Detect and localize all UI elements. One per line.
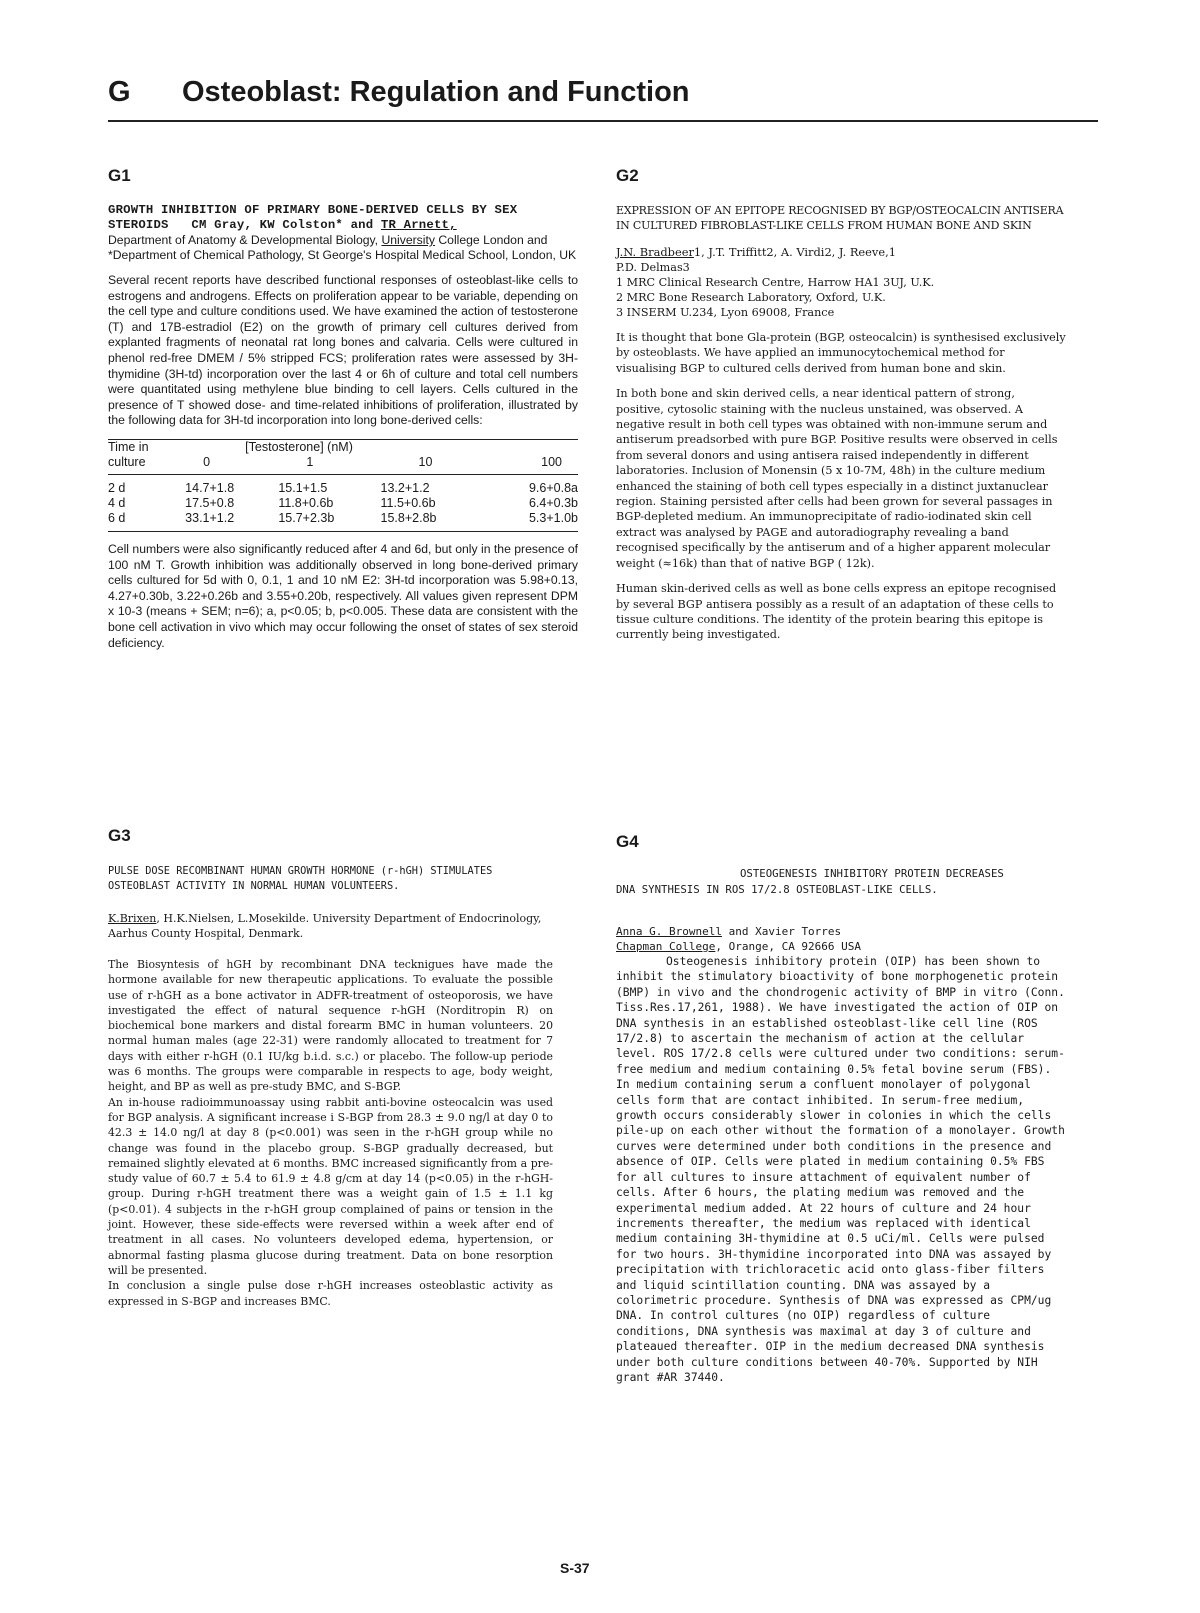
abstract-paragraph: Cell numbers were also significantly reduced after 4 and 6d, but only in the presence of 100 nM T. Growth inhibition was additionally observed in long bone-derived primary cells cultured for 5d with 0, 0.1, 1 and 10 nM E2: 3H-td incorporation was 5.98+0.13, 4.27+0.30b, 3.22+0.26b and 3.55+0.20b, respectively. All values given represent DPM x 10-3 (means + SEM; n=6); a, p<0.05; b, p<0.005. These data are consistent with the bone cell activation in vivo which may occur following the onset of states of sex steroid deficiency.: [108, 541, 578, 650]
abstract-id: G2: [616, 166, 639, 185]
abstract-id: G4: [616, 832, 639, 851]
affiliation: 2 MRC Bone Research Laboratory, Oxford, U.K.: [616, 291, 886, 304]
abstract-paragraph: An in-house radioimmunoassay using rabbit anti-bovine osteocalcin was used for BGP analysis. A significant increase i S-BGP from 28.3 ± 9.0 ng/l at day 0 to 42.3 ± 14.0 ng/l at day 8 (p<0.001) was seen in the r-hGH group while no change was found in the placebo group. S-BGP gradually decreased, but remained slightly elevated at 6 months. BMC increased significantly from a pre-study value of 60.7 ± 5.4 to 61.9 ± 4.8 g/cm at day 14 (p<0.05) in the r-hGH-group. During r-hGH treatment there was a weight gain of 1.5 ± 1.1 kg (p<0.01). 4 subjects in the r-hGH group complained of pains or tension in the joint. However, these side-effects were reversed within a week after end of treatment in all cases. No volunteers developed edema, hypertension, or abnormal fasting plasma glucose during treatment. Data on bone resorption will be presented.: [108, 1095, 553, 1277]
section-title: Osteoblast: Regulation and Function: [182, 76, 690, 108]
abstract-g3: [108, 826, 553, 1309]
authors-line2: P.D. Delmas3: [616, 261, 690, 274]
abstract-paragraph: In conclusion a single pulse dose r-hGH increases osteoblastic activity as expressed in S-BGP and increases BMC.: [108, 1279, 553, 1308]
table-row: 6 d 33.1+1.2 15.7+2.3b 15.8+2.8b 5.3+1.0b: [108, 511, 578, 526]
abstract-id: G1: [108, 166, 131, 185]
table-header-cell: [Testosterone] (nM): [245, 440, 353, 455]
table-row: 2 d 14.7+1.8 15.1+1.5 13.2+1.2 9.6+0.8a: [108, 481, 578, 496]
abstract-title: EXPRESSION OF AN EPITOPE RECOGNISED BY BGP/OSTEOCALCIN ANTISERA IN CULTURED FIBROBLAST-LIKE CELLS FROM HUMAN BONE AND SKIN: [616, 204, 1064, 232]
table-header-cell: Time in: [108, 440, 149, 455]
table-row: 4 d 17.5+0.8 11.8+0.6b 11.5+0.6b 6.4+0.3b: [108, 496, 578, 511]
table-header-cell: 0: [185, 455, 278, 475]
authors: CM Gray, KW Colston* and TR Arnett,: [191, 218, 457, 232]
abstract-title: PULSE DOSE RECOMBINANT HUMAN GROWTH HORMONE (r-hGH) STIMULATES OSTEOBLAST ACTIVITY IN NORMAL HUMAN VOLUNTEERS.: [108, 865, 493, 892]
table-header-cell: 1: [278, 455, 380, 475]
table-header-cell: 100: [490, 455, 578, 475]
results-table: [108, 439, 578, 532]
abstract-g4: [616, 832, 1066, 1385]
abstract-paragraph: It is thought that bone Gla-protein (BGP, osteocalcin) is synthesised exclusively by osteoblasts. We have applied an immunocytochemical method for visualising BGP to cultured cells derived from human bone and skin.: [616, 331, 1066, 375]
affiliation: 1 MRC Clinical Research Centre, Harrow HA1 3UJ, U.K.: [616, 276, 935, 289]
table-header-cell: culture: [108, 455, 185, 475]
authors: Anna G. Brownell and Xavier Torres: [616, 925, 842, 938]
abstract-paragraph: Osteogenesis inhibitory protein (OIP) has been shown to inhibit the stimulatory bioactivity of bone morphogenetic protein (BMP) in vivo and the chondrogenic activity of BMP in vitro (Conn. Tiss.Res.17,261, 1988). We have investigated the action of OIP on DNA synthesis in an established osteoblast-like cell line (ROS 17/2.8) to ascertain the mechanism of action at the cellular level. ROS 17/2.8 cells were cultured under two conditions: serum-free medium and medium containing 0.5% fetal bovine serum (FBS). In medium containing serum a confluent monolayer of polygonal cells form that are contact inhibited. In serum-free medium, growth occurs considerably slower in colonies in which the cells pile-up on each other without the formation of a monolayer. Growth curves were determined under both conditions in the presence and absence of OIP. Cells were plated in medium containing 0.5% FBS for all cultures to insure attachment of equivalent number of cells. After 6 hours, the plating medium was removed and the experimental medium added. At 22 hours of culture and 24 hour increments thereafter, the medium was replaced with identical medium containing 3H-thymidine at 0.5 uCi/ml. Cells were pulsed for two hours. 3H-thymidine incorporated into DNA was assayed by precipitation with trichloracetic acid onto glass-fiber filters and liquid scintillation counting. DNA was assayed by a colorimetric procedure. Synthesis of DNA was expressed as CPM/ug DNA. In control cultures (no OIP) regardless of culture conditions, DNA synthesis was maximal at day 3 of culture and plateaued thereafter. OIP in the medium decreased DNA synthesis under both culture conditions between 40-70%. Supported by NIH grant #AR 37440.: [616, 955, 1065, 1384]
affiliation: 3 INSERM U.234, Lyon 69008, France: [616, 306, 835, 319]
abstract-id: G3: [108, 826, 131, 845]
section-letter: G: [108, 76, 131, 108]
abstract-paragraph: In both bone and skin derived cells, a near identical pattern of strong, positive, cytosolic staining with the nucleus unstained, was observed. A negative result in both cell types was obtained with non-immune serum and antiserum preadsorbed with pure BGP. Positive results were observed in cells from several donors and using antisera raised independently in different laboratories. Inclusion of Monensin (5 x 10-7M, 48h) in the culture medium enhanced the staining of both cell types especially in a distinct juxtanuclear region. Staining persisted after cells had been grown for several passages in BGP-depleted medium. An immunoprecipitate of radio-iodinated skin cell extract was analysed by PAGE and autoradiography revealing a band recognised specifically by the antiserum and of a higher apparent molecular weight (≈16k) than that of native BGP ( 12k).: [616, 387, 1058, 570]
page-number: S-37: [560, 1560, 590, 1576]
abstract-paragraph: The Biosyntesis of hGH by recombinant DNA tecknigues have made the hormone available for new therapeutic applications. To evaluate the possible use of r-hGH as a bone activator in ADFR-treatment of osteoporosis, we have investigated the effect of natural sequence r-hGH (Norditropin R) on biochemical bone markers and distal forearm BMC in human volunteers. 20 normal human males (age 22-31) were randomly allocated to treatment for 7 days with either r-hGH (0.1 IU/kg b.i.d. s.c.) or placebo. The follow-up periode was 6 months. The groups were comparable in respects to age, body weight, height, and BP as well as pre-study BMC, and S-BGP.: [108, 958, 553, 1094]
table-header-row: [108, 439, 578, 455]
abstract-title: OSTEOGENESIS INHIBITORY PROTEIN DECREASES DNA SYNTHESIS IN ROS 17/2.8 OSTEOBLAST-LIKE CELLS.: [616, 867, 1004, 896]
abstract-g1: [108, 166, 578, 651]
title-text: GROWTH INHIBITION OF PRIMARY BONE-DERIVED CELLS BY SEX STEROIDS: [108, 203, 518, 232]
table-header-cell: 10: [381, 455, 490, 475]
abstract-g2: [616, 166, 1066, 643]
authors: K.Brixen, H.K.Nielsen, L.Mosekilde. University Department of Endocrinology, Aarhus County Hospital, Denmark.: [108, 912, 542, 940]
table-header-row: [108, 455, 578, 475]
abstract-paragraph: Several recent reports have described functional responses of osteoblast-like cells to estrogens and androgens. Effects on proliferation appear to be variable, depending on the cell type and culture conditions used. We have examined the action of testosterone (T) and 17B-estradiol (E2) on the growth of primary cell cultures derived from explanted fragments of neonatal rat long bones and calvaria. Cells were cultured in phenol red-free DMEM / 5% stripped FCS; proliferation rates were assessed by 3H-thymidine (3H-td) incorporation over the last 4 or 6h of culture and total cell numbers were quantitated using methylene blue binding to cell layers. Cells cultured in the presence of T showed dose- and time-related inhibitions of proliferation, illustrated by the following data for 3H-td incorporation into long bone-derived cells:: [108, 273, 578, 428]
author-underlined: TR Arnett,: [380, 218, 457, 232]
header-rule: [108, 120, 1098, 122]
abstract-title: [108, 203, 578, 233]
affiliation: Chapman College, Orange, CA 92666 USA: [616, 940, 862, 953]
authors: J.N. Bradbeer1, J.T. Triffitt2, A. Virdi2, J. Reeve,1: [616, 245, 896, 259]
section-header: [108, 76, 1088, 120]
abstract-paragraph: Human skin-derived cells as well as bone cells express an epitope recognised by several BGP antisera possibly as a result of an adaptation of these cells to tissue culture conditions. The identity of the protein bearing this epitope is currently being investigated.: [616, 582, 1057, 642]
affiliation: Department of Anatomy & Developmental Biology, University College London and *Department of Chemical Pathology, St George's Hospital Medical School, London, UK: [108, 233, 577, 262]
